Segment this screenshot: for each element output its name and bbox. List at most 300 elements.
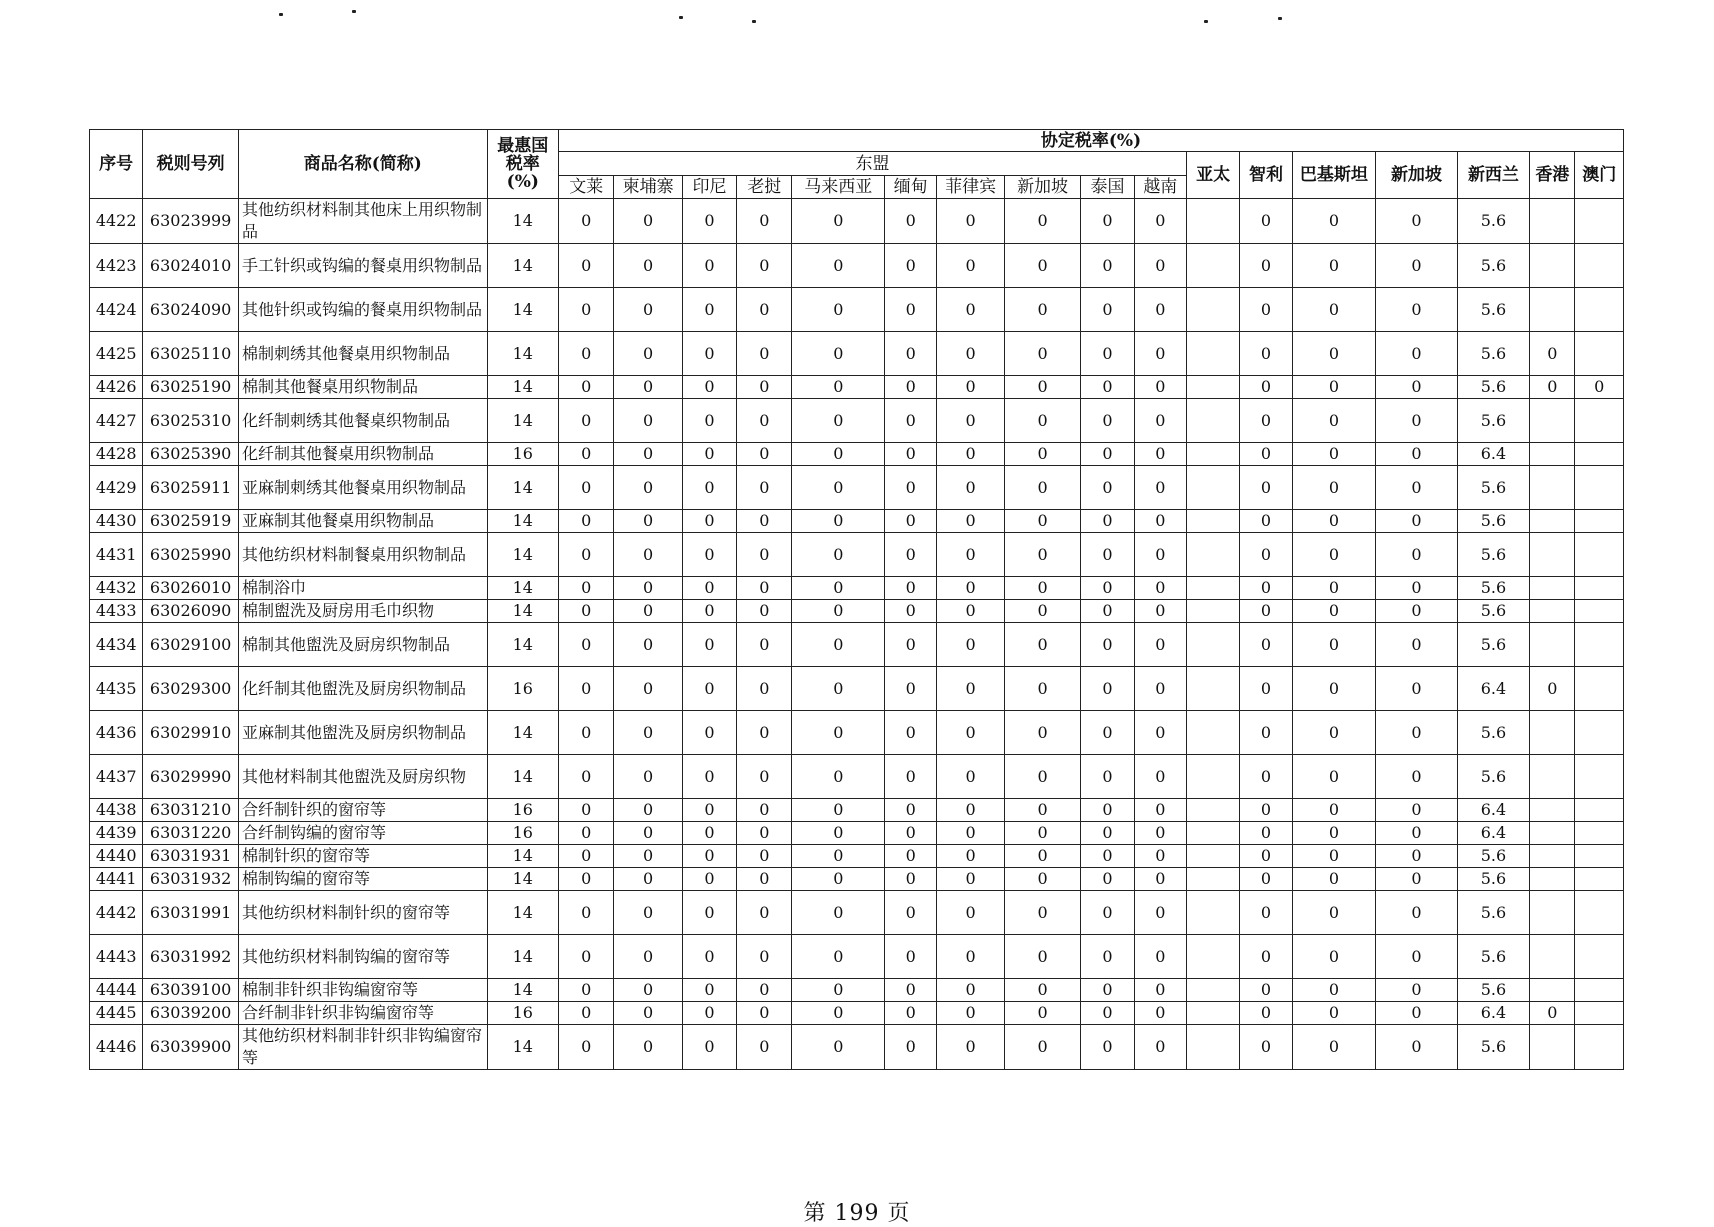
row-agreement-rate xyxy=(1186,399,1239,443)
header-mfn-line3: (%) xyxy=(506,172,539,192)
row-asean-rate: 0 xyxy=(1004,466,1080,510)
header-asean-country: 老挝 xyxy=(737,176,792,199)
row-code: 63039900 xyxy=(143,1025,239,1070)
row-asean-rate: 0 xyxy=(937,979,1004,1002)
row-agreement-rate xyxy=(1575,1025,1624,1070)
row-code: 63031220 xyxy=(143,822,239,845)
row-asean-rate: 0 xyxy=(937,1025,1004,1070)
row-asean-rate: 0 xyxy=(682,466,736,510)
row-asean-rate: 0 xyxy=(937,443,1004,466)
row-agreement-rate xyxy=(1575,822,1624,845)
row-asean-rate: 0 xyxy=(1134,332,1186,376)
row-code: 63029100 xyxy=(143,623,239,667)
row-asean-rate: 0 xyxy=(1081,466,1134,510)
row-asean-rate: 0 xyxy=(559,845,614,868)
row-agreement-rate xyxy=(1575,332,1624,376)
row-asean-rate: 0 xyxy=(885,376,937,399)
row-agreement-rate: 0 xyxy=(1292,332,1376,376)
row-asean-rate: 0 xyxy=(937,845,1004,868)
row-asean-rate: 0 xyxy=(614,623,682,667)
row-agreement-rate xyxy=(1530,466,1575,510)
row-agreement-rate xyxy=(1530,1025,1575,1070)
row-asean-rate: 0 xyxy=(682,1025,736,1070)
row-asean-rate: 0 xyxy=(937,667,1004,711)
row-agreement-rate: 0 xyxy=(1376,288,1458,332)
row-asean-rate: 0 xyxy=(885,935,937,979)
row-asean-rate: 0 xyxy=(737,979,792,1002)
row-asean-rate: 0 xyxy=(682,244,736,288)
row-agreement-rate: 0 xyxy=(1292,822,1376,845)
row-agreement-rate: 5.6 xyxy=(1457,891,1529,935)
row-seq: 4422 xyxy=(90,199,143,244)
row-code: 63024090 xyxy=(143,288,239,332)
row-asean-rate: 0 xyxy=(614,1025,682,1070)
row-name: 合纤制针织的窗帘等 xyxy=(238,799,487,822)
row-asean-rate: 0 xyxy=(937,935,1004,979)
table-row xyxy=(90,667,1624,711)
row-mfn-rate: 14 xyxy=(487,533,558,577)
row-asean-rate: 0 xyxy=(682,623,736,667)
row-mfn-rate: 14 xyxy=(487,376,558,399)
row-seq: 4433 xyxy=(90,600,143,623)
row-asean-rate: 0 xyxy=(614,533,682,577)
row-agreement-rate: 0 xyxy=(1292,935,1376,979)
row-asean-rate: 0 xyxy=(614,199,682,244)
row-code: 63031991 xyxy=(143,891,239,935)
row-asean-rate: 0 xyxy=(885,244,937,288)
row-agreement-rate: 0 xyxy=(1292,466,1376,510)
table-row xyxy=(90,1025,1624,1070)
row-agreement-rate xyxy=(1186,799,1239,822)
row-asean-rate: 0 xyxy=(1081,755,1134,799)
row-asean-rate: 0 xyxy=(559,755,614,799)
row-agreement-rate: 0 xyxy=(1292,510,1376,533)
row-asean-rate: 0 xyxy=(1134,868,1186,891)
row-asean-rate: 0 xyxy=(614,510,682,533)
row-asean-rate: 0 xyxy=(792,845,885,868)
row-asean-rate: 0 xyxy=(737,845,792,868)
header-asean-country: 印尼 xyxy=(682,176,736,199)
row-asean-rate: 0 xyxy=(559,443,614,466)
row-agreement-rate xyxy=(1530,533,1575,577)
row-agreement-rate xyxy=(1575,443,1624,466)
row-asean-rate: 0 xyxy=(937,600,1004,623)
table-row xyxy=(90,399,1624,443)
row-agreement-rate xyxy=(1186,1025,1239,1070)
row-asean-rate: 0 xyxy=(885,332,937,376)
row-asean-rate: 0 xyxy=(792,533,885,577)
header-seq: 序号 xyxy=(90,130,143,199)
row-agreement-rate xyxy=(1575,667,1624,711)
row-agreement-rate xyxy=(1186,288,1239,332)
row-agreement-rate: 0 xyxy=(1292,799,1376,822)
row-asean-rate: 0 xyxy=(559,533,614,577)
row-name: 化纤制刺绣其他餐桌织物制品 xyxy=(238,399,487,443)
row-asean-rate: 0 xyxy=(559,600,614,623)
row-asean-rate: 0 xyxy=(682,399,736,443)
row-agreement-rate: 0 xyxy=(1292,891,1376,935)
row-code: 63031210 xyxy=(143,799,239,822)
row-agreement-rate: 5.6 xyxy=(1457,533,1529,577)
row-agreement-rate: 5.6 xyxy=(1457,935,1529,979)
row-asean-rate: 0 xyxy=(682,935,736,979)
row-asean-rate: 0 xyxy=(937,868,1004,891)
row-code: 63025310 xyxy=(143,399,239,443)
row-name: 棉制钩编的窗帘等 xyxy=(238,868,487,891)
row-agreement-rate xyxy=(1575,891,1624,935)
row-code: 63025110 xyxy=(143,332,239,376)
row-seq: 4444 xyxy=(90,979,143,1002)
row-asean-rate: 0 xyxy=(737,799,792,822)
page-number: 第 199 页 xyxy=(803,1201,911,1226)
header-apta: 亚太 xyxy=(1186,152,1239,199)
row-name: 棉制浴巾 xyxy=(238,577,487,600)
row-asean-rate: 0 xyxy=(1134,979,1186,1002)
row-seq: 4439 xyxy=(90,822,143,845)
row-name: 合纤制钩编的窗帘等 xyxy=(238,822,487,845)
row-asean-rate: 0 xyxy=(1134,891,1186,935)
header-mfn xyxy=(487,130,558,199)
row-asean-rate: 0 xyxy=(937,376,1004,399)
row-asean-rate: 0 xyxy=(1081,533,1134,577)
row-agreement-rate: 0 xyxy=(1292,199,1376,244)
row-code: 63031931 xyxy=(143,845,239,868)
row-agreement-rate: 0 xyxy=(1292,711,1376,755)
row-agreement-rate: 0 xyxy=(1376,755,1458,799)
row-asean-rate: 0 xyxy=(682,711,736,755)
row-asean-rate: 0 xyxy=(1134,199,1186,244)
row-asean-rate: 0 xyxy=(614,376,682,399)
row-agreement-rate xyxy=(1575,577,1624,600)
row-asean-rate: 0 xyxy=(1081,799,1134,822)
row-asean-rate: 0 xyxy=(937,891,1004,935)
row-agreement-rate xyxy=(1530,868,1575,891)
row-agreement-rate xyxy=(1186,979,1239,1002)
table-row xyxy=(90,935,1624,979)
row-agreement-rate: 0 xyxy=(1292,1002,1376,1025)
row-asean-rate: 0 xyxy=(792,1002,885,1025)
row-asean-rate: 0 xyxy=(559,466,614,510)
row-agreement-rate xyxy=(1186,332,1239,376)
row-asean-rate: 0 xyxy=(737,935,792,979)
row-asean-rate: 0 xyxy=(737,822,792,845)
row-asean-rate: 0 xyxy=(1004,822,1080,845)
row-agreement-rate xyxy=(1530,935,1575,979)
header-asean-country: 柬埔寨 xyxy=(614,176,682,199)
row-asean-rate: 0 xyxy=(559,822,614,845)
row-asean-rate: 0 xyxy=(792,376,885,399)
row-asean-rate: 0 xyxy=(614,979,682,1002)
row-asean-rate: 0 xyxy=(1134,799,1186,822)
row-agreement-rate xyxy=(1530,510,1575,533)
row-agreement-rate: 5.6 xyxy=(1457,755,1529,799)
row-name: 棉制刺绣其他餐桌用织物制品 xyxy=(238,332,487,376)
row-asean-rate: 0 xyxy=(559,667,614,711)
row-agreement-rate xyxy=(1186,376,1239,399)
row-seq: 4434 xyxy=(90,623,143,667)
row-name: 其他纺织材料制餐桌用织物制品 xyxy=(238,533,487,577)
row-asean-rate: 0 xyxy=(737,199,792,244)
header-asean-country: 马来西亚 xyxy=(792,176,885,199)
row-asean-rate: 0 xyxy=(559,868,614,891)
row-asean-rate: 0 xyxy=(1004,577,1080,600)
row-agreement-rate: 0 xyxy=(1376,332,1458,376)
row-seq: 4428 xyxy=(90,443,143,466)
row-asean-rate: 0 xyxy=(737,332,792,376)
row-asean-rate: 0 xyxy=(937,199,1004,244)
row-seq: 4425 xyxy=(90,332,143,376)
row-asean-rate: 0 xyxy=(1134,510,1186,533)
row-asean-rate: 0 xyxy=(682,443,736,466)
header-mfn-line2: 税率 xyxy=(505,154,540,174)
header-asean-country: 缅甸 xyxy=(885,176,937,199)
row-asean-rate: 0 xyxy=(885,845,937,868)
row-asean-rate: 0 xyxy=(1081,199,1134,244)
row-agreement-rate: 0 xyxy=(1376,466,1458,510)
row-name: 亚麻制其他盥洗及厨房织物制品 xyxy=(238,711,487,755)
row-asean-rate: 0 xyxy=(937,755,1004,799)
row-name: 其他针织或钩编的餐桌用织物制品 xyxy=(238,288,487,332)
row-asean-rate: 0 xyxy=(559,332,614,376)
header-asean-country: 泰国 xyxy=(1081,176,1134,199)
row-agreement-rate: 0 xyxy=(1292,399,1376,443)
row-asean-rate: 0 xyxy=(737,466,792,510)
row-asean-rate: 0 xyxy=(682,533,736,577)
table-row xyxy=(90,891,1624,935)
row-agreement-rate xyxy=(1186,845,1239,868)
row-agreement-rate: 0 xyxy=(1292,667,1376,711)
row-agreement-rate xyxy=(1575,845,1624,868)
row-asean-rate: 0 xyxy=(1134,577,1186,600)
row-agreement-rate: 0 xyxy=(1376,533,1458,577)
row-agreement-rate: 0 xyxy=(1240,1002,1292,1025)
row-agreement-rate: 6.4 xyxy=(1457,1002,1529,1025)
row-asean-rate: 0 xyxy=(559,1002,614,1025)
row-mfn-rate: 16 xyxy=(487,822,558,845)
row-name: 手工针织或钩编的餐桌用织物制品 xyxy=(238,244,487,288)
row-seq: 4430 xyxy=(90,510,143,533)
row-asean-rate: 0 xyxy=(937,711,1004,755)
row-asean-rate: 0 xyxy=(1134,288,1186,332)
row-seq: 4427 xyxy=(90,399,143,443)
row-agreement-rate xyxy=(1575,935,1624,979)
row-agreement-rate: 0 xyxy=(1292,600,1376,623)
row-agreement-rate: 5.6 xyxy=(1457,466,1529,510)
row-asean-rate: 0 xyxy=(1004,600,1080,623)
row-asean-rate: 0 xyxy=(614,577,682,600)
row-asean-rate: 0 xyxy=(559,199,614,244)
row-agreement-rate: 5.6 xyxy=(1457,510,1529,533)
row-agreement-rate: 0 xyxy=(1240,979,1292,1002)
row-agreement-rate: 5.6 xyxy=(1457,577,1529,600)
row-asean-rate: 0 xyxy=(792,935,885,979)
table-row xyxy=(90,600,1624,623)
row-name: 棉制其他餐桌用织物制品 xyxy=(238,376,487,399)
row-agreement-rate: 0 xyxy=(1240,600,1292,623)
row-asean-rate: 0 xyxy=(559,1025,614,1070)
row-asean-rate: 0 xyxy=(1134,376,1186,399)
row-asean-rate: 0 xyxy=(792,799,885,822)
row-mfn-rate: 14 xyxy=(487,600,558,623)
row-agreement-rate xyxy=(1530,799,1575,822)
row-asean-rate: 0 xyxy=(1081,600,1134,623)
row-asean-rate: 0 xyxy=(792,600,885,623)
row-asean-rate: 0 xyxy=(885,399,937,443)
row-agreement-rate: 0 xyxy=(1292,376,1376,399)
row-asean-rate: 0 xyxy=(737,533,792,577)
row-asean-rate: 0 xyxy=(682,199,736,244)
header-name: 商品名称(简称) xyxy=(238,130,487,199)
row-agreement-rate: 0 xyxy=(1292,868,1376,891)
row-agreement-rate xyxy=(1186,533,1239,577)
row-agreement-rate: 0 xyxy=(1240,711,1292,755)
row-agreement-rate xyxy=(1186,1002,1239,1025)
row-agreement-rate xyxy=(1575,623,1624,667)
row-asean-rate: 0 xyxy=(559,979,614,1002)
row-agreement-rate xyxy=(1530,979,1575,1002)
row-agreement-rate: 5.6 xyxy=(1457,332,1529,376)
row-agreement-rate xyxy=(1530,399,1575,443)
row-agreement-rate: 0 xyxy=(1240,510,1292,533)
row-asean-rate: 0 xyxy=(614,1002,682,1025)
row-agreement-rate: 0 xyxy=(1240,199,1292,244)
row-agreement-rate: 0 xyxy=(1530,376,1575,399)
row-agreement-rate: 0 xyxy=(1376,577,1458,600)
row-asean-rate: 0 xyxy=(937,623,1004,667)
row-asean-rate: 0 xyxy=(737,623,792,667)
row-asean-rate: 0 xyxy=(792,199,885,244)
row-mfn-rate: 14 xyxy=(487,891,558,935)
row-asean-rate: 0 xyxy=(1081,979,1134,1002)
row-agreement-rate xyxy=(1530,822,1575,845)
row-asean-rate: 0 xyxy=(792,623,885,667)
row-name: 棉制针织的窗帘等 xyxy=(238,845,487,868)
row-seq: 4443 xyxy=(90,935,143,979)
row-asean-rate: 0 xyxy=(792,443,885,466)
row-agreement-rate: 5.6 xyxy=(1457,600,1529,623)
row-asean-rate: 0 xyxy=(682,755,736,799)
row-agreement-rate: 0 xyxy=(1376,399,1458,443)
header-newzealand: 新西兰 xyxy=(1457,152,1529,199)
row-asean-rate: 0 xyxy=(937,577,1004,600)
row-code: 63025390 xyxy=(143,443,239,466)
row-seq: 4446 xyxy=(90,1025,143,1070)
row-agreement-rate: 0 xyxy=(1575,376,1624,399)
row-asean-rate: 0 xyxy=(1081,667,1134,711)
header-code: 税则号列 xyxy=(143,130,239,199)
header-pakistan: 巴基斯坦 xyxy=(1292,152,1376,199)
row-seq: 4435 xyxy=(90,667,143,711)
row-agreement-rate: 0 xyxy=(1240,755,1292,799)
row-agreement-rate: 0 xyxy=(1240,399,1292,443)
row-agreement-rate xyxy=(1530,623,1575,667)
row-asean-rate: 0 xyxy=(614,600,682,623)
row-asean-rate: 0 xyxy=(737,755,792,799)
row-seq: 4436 xyxy=(90,711,143,755)
row-asean-rate: 0 xyxy=(682,799,736,822)
table-row xyxy=(90,868,1624,891)
row-mfn-rate: 14 xyxy=(487,979,558,1002)
row-asean-rate: 0 xyxy=(682,822,736,845)
row-asean-rate: 0 xyxy=(737,891,792,935)
header-asean-country: 菲律宾 xyxy=(937,176,1004,199)
table-header xyxy=(90,130,1624,199)
row-agreement-rate xyxy=(1186,667,1239,711)
row-agreement-rate: 0 xyxy=(1376,868,1458,891)
row-agreement-rate: 5.6 xyxy=(1457,376,1529,399)
table-row xyxy=(90,244,1624,288)
row-agreement-rate: 0 xyxy=(1376,1002,1458,1025)
row-seq: 4445 xyxy=(90,1002,143,1025)
row-seq: 4441 xyxy=(90,868,143,891)
row-code: 63039200 xyxy=(143,1002,239,1025)
row-mfn-rate: 14 xyxy=(487,399,558,443)
row-mfn-rate: 14 xyxy=(487,332,558,376)
row-asean-rate: 0 xyxy=(792,868,885,891)
row-seq: 4424 xyxy=(90,288,143,332)
row-agreement-rate xyxy=(1575,1002,1624,1025)
row-agreement-rate: 0 xyxy=(1292,533,1376,577)
table-row xyxy=(90,845,1624,868)
row-asean-rate: 0 xyxy=(682,1002,736,1025)
row-asean-rate: 0 xyxy=(885,891,937,935)
row-agreement-rate: 6.4 xyxy=(1457,443,1529,466)
row-asean-rate: 0 xyxy=(559,935,614,979)
header-mfn-line1: 最惠国 xyxy=(497,136,549,156)
row-asean-rate: 0 xyxy=(885,600,937,623)
row-seq: 4423 xyxy=(90,244,143,288)
row-code: 63039100 xyxy=(143,979,239,1002)
row-asean-rate: 0 xyxy=(937,822,1004,845)
row-asean-rate: 0 xyxy=(1004,755,1080,799)
row-asean-rate: 0 xyxy=(737,1002,792,1025)
row-agreement-rate: 0 xyxy=(1376,711,1458,755)
row-asean-rate: 0 xyxy=(1004,288,1080,332)
row-agreement-rate: 0 xyxy=(1376,822,1458,845)
row-agreement-rate xyxy=(1575,600,1624,623)
header-asean: 东盟 xyxy=(559,152,1187,176)
row-asean-rate: 0 xyxy=(559,891,614,935)
row-agreement-rate: 0 xyxy=(1240,623,1292,667)
row-mfn-rate: 14 xyxy=(487,1025,558,1070)
row-mfn-rate: 16 xyxy=(487,667,558,711)
table-row xyxy=(90,332,1624,376)
row-asean-rate: 0 xyxy=(792,979,885,1002)
row-code: 63031932 xyxy=(143,868,239,891)
row-asean-rate: 0 xyxy=(937,1002,1004,1025)
row-asean-rate: 0 xyxy=(682,979,736,1002)
row-asean-rate: 0 xyxy=(1004,799,1080,822)
row-agreement-rate: 5.6 xyxy=(1457,399,1529,443)
row-name: 其他纺织材料制钩编的窗帘等 xyxy=(238,935,487,979)
row-agreement-rate: 0 xyxy=(1240,288,1292,332)
row-asean-rate: 0 xyxy=(737,376,792,399)
row-name: 棉制非针织非钩编窗帘等 xyxy=(238,979,487,1002)
row-asean-rate: 0 xyxy=(1004,891,1080,935)
row-asean-rate: 0 xyxy=(937,399,1004,443)
row-agreement-rate: 0 xyxy=(1376,510,1458,533)
row-agreement-rate: 5.6 xyxy=(1457,868,1529,891)
row-asean-rate: 0 xyxy=(1134,1025,1186,1070)
row-mfn-rate: 16 xyxy=(487,443,558,466)
row-agreement-rate xyxy=(1575,711,1624,755)
row-agreement-rate: 5.6 xyxy=(1457,288,1529,332)
row-agreement-rate xyxy=(1530,199,1575,244)
row-asean-rate: 0 xyxy=(792,711,885,755)
row-name: 合纤制非针织非钩编窗帘等 xyxy=(238,1002,487,1025)
row-agreement-rate: 0 xyxy=(1530,1002,1575,1025)
row-agreement-rate xyxy=(1575,199,1624,244)
